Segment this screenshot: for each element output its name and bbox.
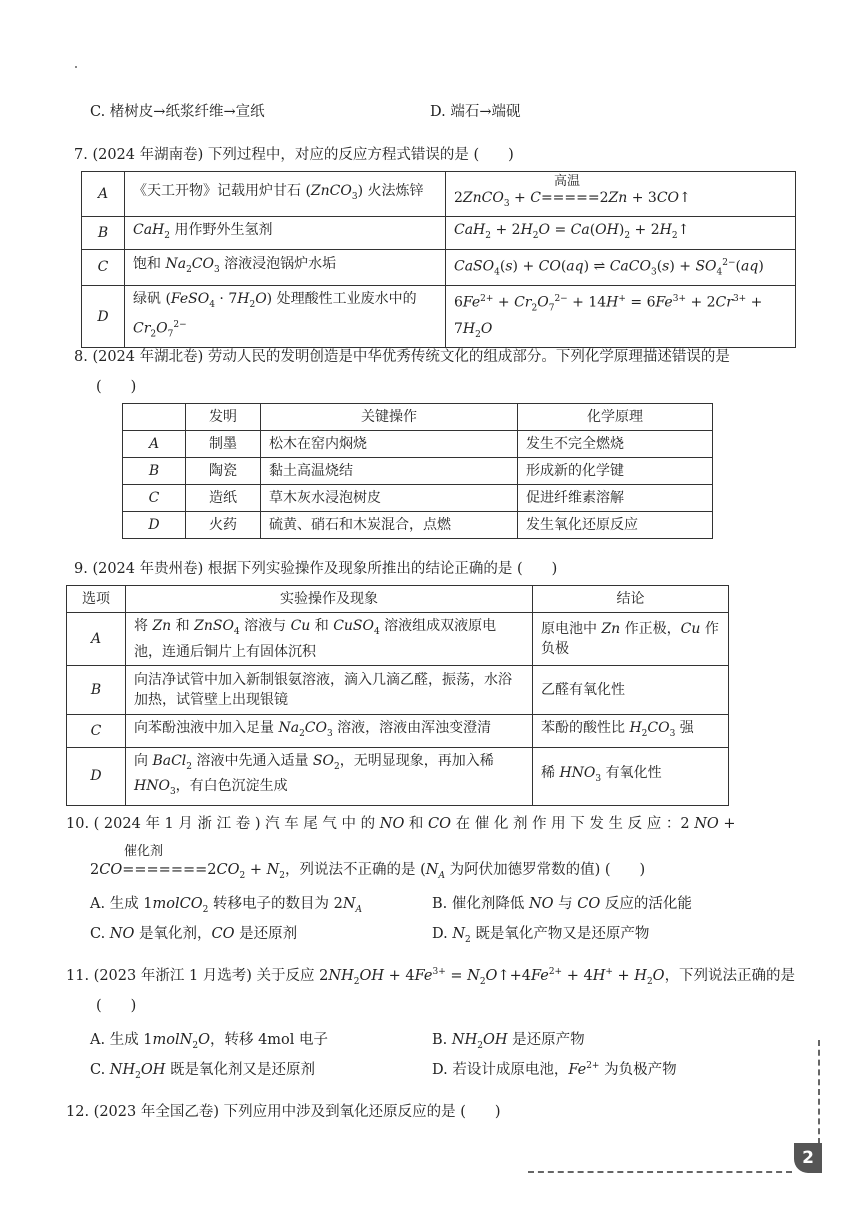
row-label: C (67, 714, 126, 747)
question-9-table (66, 585, 729, 806)
table-header-row (67, 586, 729, 613)
header-cell: 关键操作 (261, 404, 518, 431)
page-number: 2 (794, 1143, 822, 1173)
table-row (123, 431, 713, 458)
row-label: B (82, 216, 125, 249)
row-operation: 将 Zn 和 ZnSO$_4$ 溶液与 Cu 和 CuSO$_4$ 溶液组成双液原电池，连通后铜片上有固体沉积 (126, 613, 533, 666)
row-label: A (82, 172, 125, 217)
cell: 黏土高温烧结 (261, 458, 518, 485)
cell: 形成新的化学键 (518, 458, 713, 485)
row-label: D (67, 747, 126, 806)
question-9-stem: 9. (2024 年贵州卷) 根据下列实验操作及现象所推出的结论正确的是 ( ) (74, 561, 558, 577)
option-a: A. 生成 1molCO$_2$ 转移电子的数目为 $2N_A$ (90, 896, 363, 915)
answer-paren: ( ) (96, 379, 137, 395)
row-label: B (123, 458, 186, 485)
reaction-condition: 高温 (554, 174, 581, 189)
row-conclusion: 原电池中 Zn 作正极，Cu 作负极 (533, 613, 729, 666)
question-11-stem: 11. (2023 年浙江 1 月选考) 关于反应 $2NH_2OH + 4Fe^{3+}$ = $N_2O↑+4Fe^{2+} + 4H^+ + H_2O$，下列说法正确的是 (66, 967, 796, 987)
row-label: B (67, 665, 126, 714)
cell: 造纸 (186, 485, 261, 512)
row-desc: 《天工开物》记载用炉甘石 (ZnCO$_3$) 火法炼锌 (125, 172, 446, 217)
question-8-table (122, 403, 713, 539)
cell: 促进纤维素溶解 (518, 485, 713, 512)
cell: 制墨 (186, 431, 261, 458)
dashed-border-vertical (818, 1040, 820, 1144)
option-d: D. $N_2$ 既是氧化产物又是还原产物 (432, 926, 650, 945)
question-12-stem: 12. (2023 年全国乙卷) 下列应用中涉及到氧化还原反应的是 ( ) (66, 1104, 501, 1120)
table-row (123, 485, 713, 512)
row-conclusion: 苯酚的酸性比 $H_2CO_3$ 强 (533, 714, 729, 747)
table-header-row (123, 404, 713, 431)
row-label: C (123, 485, 186, 512)
header-cell: 化学原理 (518, 404, 713, 431)
question-8-stem: 8. (2024 年湖北卷) 劳动人民的发明创造是中华优秀传统文化的组成部分。下列化学原理描述错误的是 (74, 349, 730, 365)
cell: 草木灰水浸泡树皮 (261, 485, 518, 512)
row-label: C (82, 249, 125, 285)
question-7-table (81, 171, 796, 348)
option-d-prev: D. 端石→端砚 (430, 104, 521, 120)
equation-text: 2ZnCO$_3$ + C=====2Zn + 3CO↑ (454, 190, 691, 209)
reaction-condition: 催化剂 (124, 844, 164, 859)
row-operation: 向洁净试管中加入新制银氨溶液，滴入几滴乙醛，振荡，水浴加热，试管壁上出现银镜 (126, 665, 533, 714)
row-equation: $6Fe^{2+} + Cr_2O_7^{2-} + 14H^+ = 6Fe^{3+} + 2Cr^{3+} + 7H_2O$ (446, 286, 796, 348)
question-7-stem: 7. (2024 年湖南卷) 下列过程中，对应的反应方程式错误的是 ( ) (74, 147, 514, 163)
row-label: D (123, 512, 186, 539)
row-conclusion: 稀 $HNO_3$ 有氧化性 (533, 747, 729, 806)
row-operation: 向苯酚浊液中加入足量 $Na_2CO_3$ 溶液，溶液由浑浊变澄清 (126, 714, 533, 747)
table-row (123, 458, 713, 485)
cell: 陶瓷 (186, 458, 261, 485)
table-row (82, 216, 796, 249)
row-label: A (67, 613, 126, 666)
cell: 发生氧化还原反应 (518, 512, 713, 539)
cell: 松木在窑内焖烧 (261, 431, 518, 458)
table-row (67, 714, 729, 747)
row-label: D (82, 286, 125, 348)
dashed-border-horizontal (528, 1171, 792, 1173)
table-row (67, 613, 729, 666)
cell: 火药 (186, 512, 261, 539)
row-conclusion: 乙醛有氧化性 (533, 665, 729, 714)
table-row (123, 512, 713, 539)
header-cell (123, 404, 186, 431)
option-a: A. 生成 1molN$_2$O，转移 4mol 电子 (90, 1032, 329, 1051)
table-row (67, 665, 729, 714)
option-c: C. $NH_2OH$ 既是氧化剂又是还原剂 (90, 1062, 316, 1081)
header-cell: 选项 (67, 586, 126, 613)
header-cell: 结论 (533, 586, 729, 613)
row-desc: CaH$_2$ 用作野外生氢剂 (125, 216, 446, 249)
row-operation: 向 BaCl$_2$ 溶液中先通入适量 $SO_2$，无明显现象，再加入稀 $HNO_3$，有白色沉淀生成 (126, 747, 533, 806)
question-10-stem: 10. ( 2024 年 1 月 浙 江 卷 ) 汽 车 尾 气 中 的 NO 和 CO 在 催 化 剂 作 用 下 发 生 反 应 ：2 NO + (66, 816, 736, 832)
speck (75, 66, 77, 68)
row-equation (446, 172, 796, 217)
row-label: A (123, 431, 186, 458)
row-equation: $CaH_2 + 2H_2O = Ca(OH)_2$ + $2H_2↑$ (446, 216, 796, 249)
option-c: C. NO 是氧化剂，CO 是还原剂 (90, 926, 298, 942)
row-desc: 饱和 $Na_2CO_3$ 溶液浸泡锅炉水垢 (125, 249, 446, 285)
option-b: B. $NH_2OH$ 是还原产物 (432, 1032, 585, 1051)
cell: 硫黄、硝石和木炭混合，点燃 (261, 512, 518, 539)
answer-paren: ( ) (96, 998, 137, 1014)
table-row (82, 249, 796, 285)
table-row (67, 747, 729, 806)
question-10-stem-cont: $2CO=======2CO_2 + N_2$，列说法不正确的是 ($N_A$ 为阿伏加德罗常数的值) ( ) (90, 862, 646, 881)
option-d: D. 若设计成原电池，$Fe^{2+}$ 为负极产物 (432, 1061, 677, 1078)
table-row (82, 286, 796, 348)
row-desc: 绿矾 (FeSO$_4$ · $7H_2O$) 处理酸性工业废水中的 $Cr_2O_7^{2-}$ (125, 286, 446, 348)
table-row (82, 172, 796, 217)
option-b: B. 催化剂降低 NO 与 CO 反应的活化能 (432, 896, 692, 912)
option-c-prev: C. 楮树皮→纸浆纤维→宣纸 (90, 104, 265, 120)
cell: 发生不完全燃烧 (518, 431, 713, 458)
header-cell: 发明 (186, 404, 261, 431)
header-cell: 实验操作及现象 (126, 586, 533, 613)
row-equation: CaSO$_4$(s) + CO(aq) ⇌ CaCO$_3$(s) + $SO_4^{2-}(aq)$ (446, 249, 796, 285)
